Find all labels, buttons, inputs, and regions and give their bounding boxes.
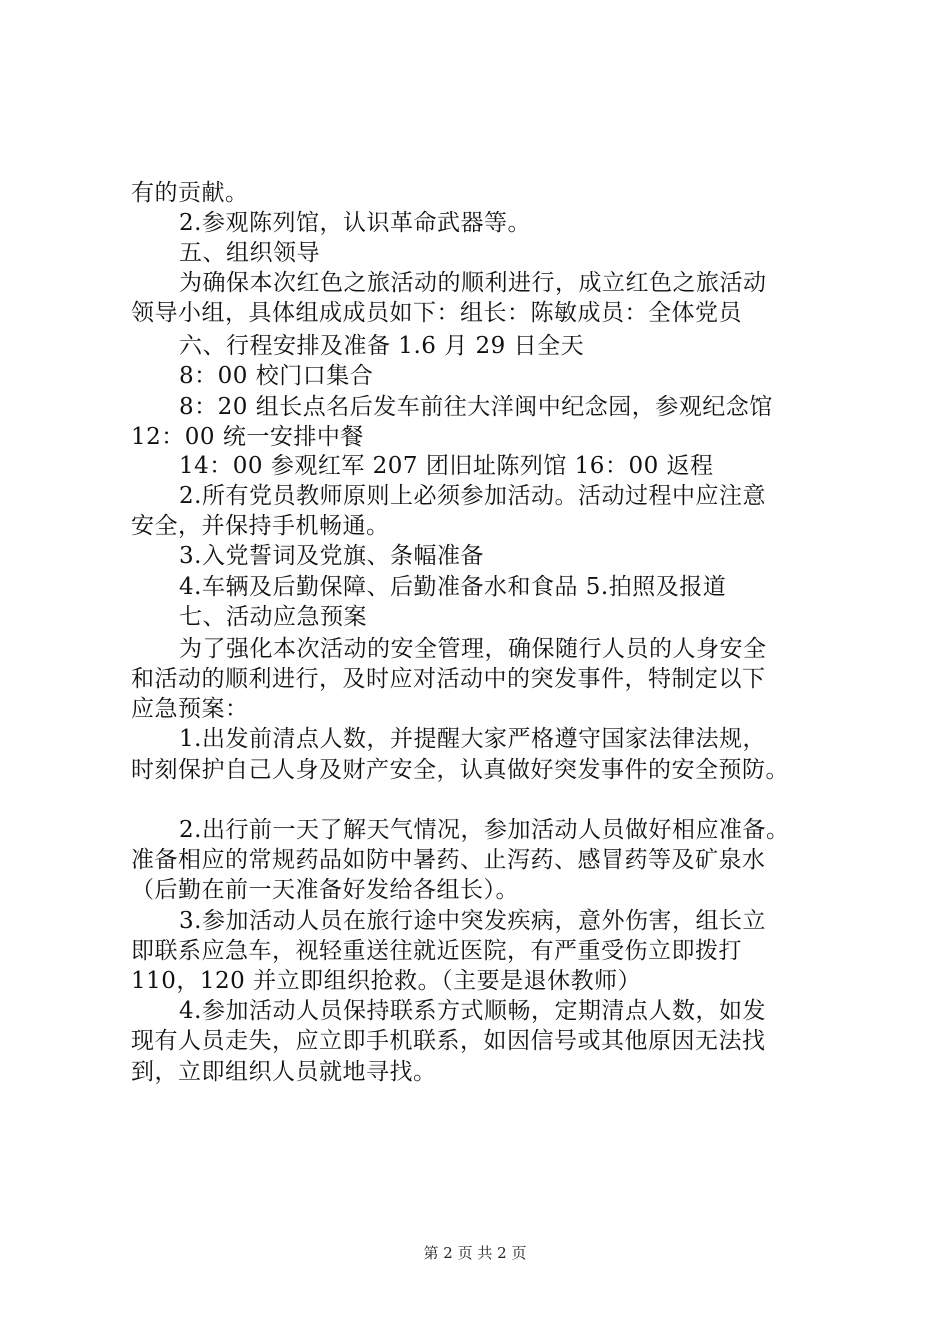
- section-heading: 五、组织领导: [179, 240, 320, 266]
- text-line: 有的贡献。: [131, 180, 249, 206]
- text-line: 2.参观陈列馆，认识革命武器等。: [179, 210, 531, 236]
- text-line: 领导小组，具体组成成员如下：组长：陈敏成员：全体党员: [131, 300, 742, 326]
- text-line: 1.出发前清点人数，并提醒大家严格遵守国家法律法规，: [179, 726, 766, 752]
- text-line: 12：00 统一安排中餐: [131, 424, 364, 450]
- text-line: 8：20 组长点名后发车前往大洋闽中纪念园，参观纪念馆: [179, 394, 773, 420]
- section-heading: 七、活动应急预案: [179, 604, 367, 630]
- text-line: 为了强化本次活动的安全管理，确保随行人员的人身安全: [179, 636, 767, 662]
- text-line: 110，120 并立即组织抢救。（主要是退休教师）: [131, 968, 642, 994]
- text-line: 4.车辆及后勤保障、后勤准备水和食品 5.拍照及报道: [179, 574, 727, 600]
- text-line: 3.入党誓词及党旗、条幅准备: [179, 543, 484, 569]
- text-line: 14：00 参观红军 207 团旧址陈列馆 16：00 返程: [179, 453, 714, 479]
- text-line: 即联系应急车，视轻重送往就近医院，有严重受伤立即拨打: [131, 938, 742, 964]
- section-heading: 六、行程安排及准备 1.6 月 29 日全天: [179, 333, 585, 359]
- text-line: 时刻保护自己人身及财产安全，认真做好突发事件的安全预防。: [131, 757, 789, 783]
- text-line: 准备相应的常规药品如防中暑药、止泻药、感冒药等及矿泉水: [131, 847, 766, 873]
- text-line: 安全，并保持手机畅通。: [131, 513, 390, 539]
- text-line: 为确保本次红色之旅活动的顺利进行，成立红色之旅活动: [179, 270, 767, 296]
- text-line: 2.所有党员教师原则上必须参加活动。活动过程中应注意: [179, 483, 766, 509]
- text-line: 2.出行前一天了解天气情况，参加活动人员做好相应准备。: [179, 817, 790, 843]
- text-line: 到，立即组织人员就地寻找。: [131, 1059, 437, 1085]
- page-footer: 第 2 页 共 2 页: [423, 1244, 527, 1262]
- text-line: （后勤在前一天准备好发给各组长）。: [131, 877, 519, 903]
- text-line: 应急预案：: [131, 696, 249, 722]
- text-line: 3.参加活动人员在旅行途中突发疾病，意外伤害，组长立: [179, 908, 766, 934]
- text-line: 和活动的顺利进行，及时应对活动中的突发事件，特制定以下: [131, 666, 766, 692]
- text-line: 现有人员走失，应立即手机联系，如因信号或其他原因无法找: [131, 1028, 766, 1054]
- text-line: 8：00 校门口集合: [179, 363, 374, 389]
- text-line: 4.参加活动人员保持联系方式顺畅，定期清点人数，如发: [179, 998, 766, 1024]
